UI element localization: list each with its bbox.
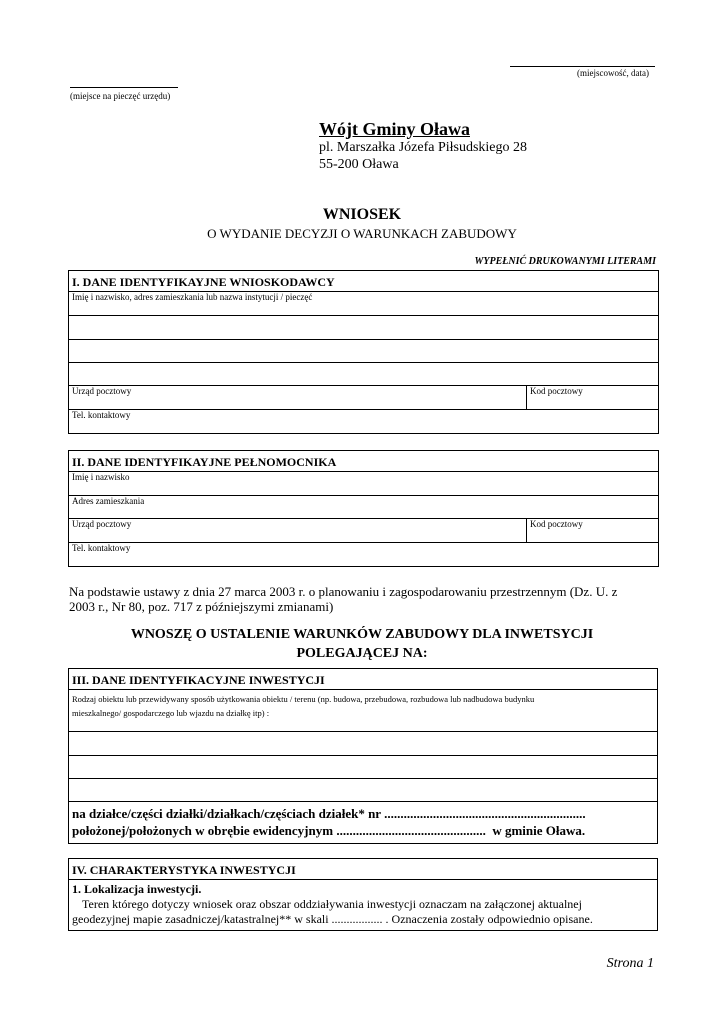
applicant-phone-field[interactable]: [69, 410, 659, 434]
item-1-title: 1. Lokalizacja inwestycji.: [72, 882, 202, 896]
postal-code-label: Kod pocztowy: [530, 386, 583, 396]
addressee-title: Wójt Gminy Oława: [319, 119, 470, 139]
section-applicant: [68, 270, 659, 434]
section-proxy: [68, 450, 659, 567]
document-title: WNIOSEK: [322, 206, 402, 223]
location-line-a: położonej/położonych w obrębie ewidencyjnym ..............................................: [72, 823, 486, 838]
investment-desc-line-1: Rodzaj obiektu lub przewidywany sposób użytkowania obiektu / terenu (np. budowa, przebudowa, rozbudowa lub nadbudowa budynku: [72, 694, 535, 704]
place-date-label: (miejscowość, data): [577, 68, 649, 78]
applicant-line-2[interactable]: [69, 316, 659, 340]
section-1-heading: I. DANE IDENTYFIKAYJNE WNIOSKODAWCY: [69, 271, 659, 292]
proxy-post-office-field[interactable]: [69, 519, 527, 543]
proxy-phone-label: Tel. kontaktowy: [72, 543, 131, 553]
applicant-postal-code-field[interactable]: [527, 386, 659, 410]
phone-label: Tel. kontaktowy: [72, 410, 131, 420]
proxy-postal-code-label: Kod pocztowy: [530, 519, 583, 529]
applicant-line-4[interactable]: [69, 363, 659, 386]
addressee-city: 55-200 Oława: [319, 157, 399, 172]
section-2-heading: II. DANE IDENTYFIKAYJNE PEŁNOMOCNIKA: [69, 451, 659, 472]
item-1-line-2: geodezyjnej mapie zasadniczej/katastralnej** w skali ................. . Oznaczenia zostały odpowiednio opisane.: [72, 912, 593, 926]
proxy-name-label: Imię i nazwisko: [72, 472, 130, 482]
location-line-b: w gminie Oława.: [492, 823, 586, 838]
post-office-label: Urząd pocztowy: [72, 386, 132, 396]
plot-line: na działce/części działki/działkach/częściach działek* nr ..............................................................: [72, 806, 586, 821]
investment-description-field[interactable]: [69, 690, 658, 732]
section-3-heading: III. DANE IDENTYFIKACYJNE INWESTYCJI: [69, 669, 658, 690]
applicant-name-label: Imię i nazwisko, adres zamieszkania lub nazwa instytucji / pieczęć: [72, 292, 313, 302]
document-subtitle: O WYDANIE DECYZJI O WARUNKACH ZABUDOWY: [207, 226, 517, 241]
legal-basis-line-2: 2003 r., Nr 80, poz. 717 z późniejszymi zmianami): [69, 599, 334, 614]
applicant-post-office-field[interactable]: [69, 386, 527, 410]
section-investment-data: [68, 668, 658, 844]
investment-line-3[interactable]: [69, 756, 658, 779]
investment-desc-line-2: mieszkalnego/ gospodarczego lub wjazdu na działkę itp) :: [72, 708, 270, 718]
place-date-line: [510, 66, 655, 67]
applicant-line-3[interactable]: [69, 340, 659, 363]
plot-location-field[interactable]: [69, 802, 658, 844]
stamp-label: (miejsce na pieczęć urzędu): [70, 91, 171, 101]
proxy-address-field[interactable]: [69, 496, 659, 519]
applicant-name-field[interactable]: [69, 292, 659, 316]
location-description-field[interactable]: [69, 880, 658, 931]
request-line-2: POLEGAJĄCEJ NA:: [296, 646, 428, 661]
proxy-phone-field[interactable]: [69, 543, 659, 567]
addressee-street: pl. Marszałka Józefa Piłsudskiego 28: [319, 140, 528, 155]
instruction-note: WYPEŁNIĆ DRUKOWANYMI LITERAMI: [474, 256, 656, 267]
proxy-post-office-label: Urząd pocztowy: [72, 519, 132, 529]
investment-line-2[interactable]: [69, 732, 658, 756]
proxy-name-field[interactable]: [69, 472, 659, 496]
item-1-line-1: Teren którego dotyczy wniosek oraz obszar oddziaływania inwestycji oznaczam na załączonej aktualnej: [82, 897, 582, 911]
request-line-1: WNOSZĘ O USTALENIE WARUNKÓW ZABUDOWY DLA INWETSYCJI: [130, 627, 594, 642]
section-4-heading: IV. CHARAKTERYSTYKA INWESTYCJI: [69, 859, 658, 880]
stamp-line: [70, 87, 178, 88]
investment-line-4[interactable]: [69, 779, 658, 802]
page-number: Strona 1: [606, 956, 654, 971]
section-investment-characteristics: [68, 858, 658, 931]
proxy-address-label: Adres zamieszkania: [72, 496, 145, 506]
legal-basis-line-1: Na podstawie ustawy z dnia 27 marca 2003 r. o planowaniu i zagospodarowaniu przestrzennym (Dz. U. z: [69, 584, 618, 599]
proxy-postal-code-field[interactable]: [527, 519, 659, 543]
